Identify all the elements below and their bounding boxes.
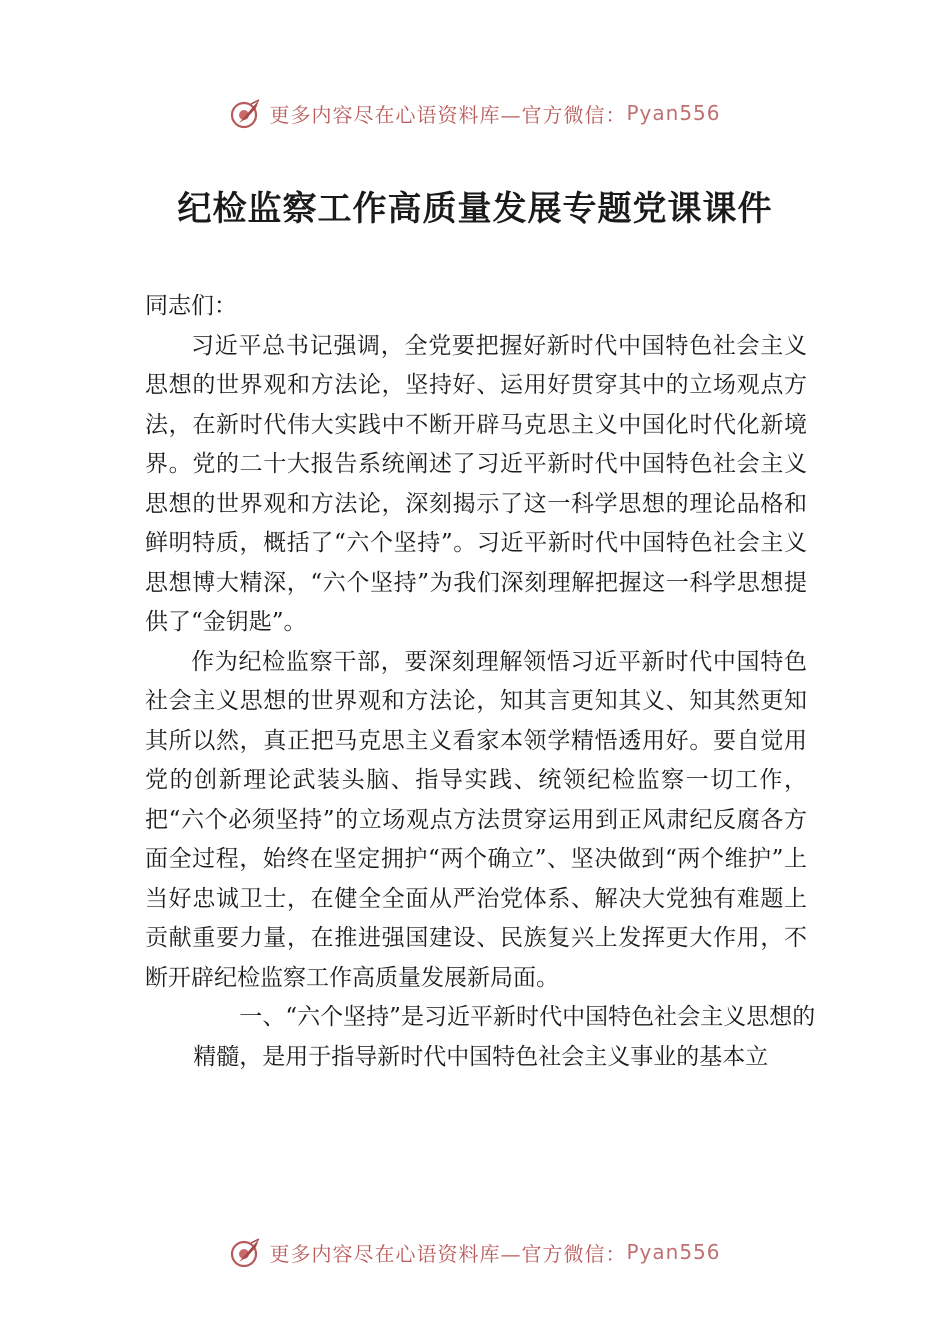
quill-seal-icon — [229, 96, 263, 130]
document-body — [145, 287, 816, 1077]
document-title: 纪检监察工作高质量发展专题党课课件 — [177, 189, 773, 229]
header-watermark — [0, 93, 950, 133]
watermark-wechat-id: Pyan556 — [626, 101, 721, 125]
paragraph-1: 习近平总书记强调，全党要把握好新时代中国特色社会主义思想的世界观和方法论，坚持好、运用好贯穿其中的立场观点方法，在新时代伟大实践中不断开辟马克思主义中国化时代化新境界。党的二十大报告系统阐述了习近平新时代中国特色社会主义思想的世界观和方法论，深刻揭示了这一科学思想的理论品格和鲜明特质，概括了“六个坚持”。习近平新时代中国特色社会主义思想博大精深，“六个坚持”为我们深刻理解把握这一科学思想提供了“金钥匙”。 — [145, 332, 807, 635]
footer-watermark — [0, 1232, 950, 1272]
watermark-text: 更多内容尽在心语资料库—官方微信： — [269, 102, 627, 127]
watermark-wechat-id: Pyan556 — [626, 1240, 721, 1264]
section-heading: 一、“六个坚持”是习近平新时代中国特色社会主义思想的精髓，是用于指导新时代中国特色社会主义事业的基本立 — [193, 1004, 816, 1070]
watermark-text: 更多内容尽在心语资料库—官方微信： — [269, 1241, 627, 1266]
salutation: 同志们： — [145, 293, 237, 319]
quill-seal-icon — [229, 1235, 263, 1269]
paragraph-2: 作为纪检监察干部，要深刻理解领悟习近平新时代中国特色社会主义思想的世界观和方法论，知其言更知其义、知其然更知其所以然，真正把马克思主义看家本领学精悟透用好。要自觉用党的创新理论武装头脑、指导实践、统领纪检监察一切工作，把“六个必须坚持”的立场观点方法贯穿运用到正风肃纪反腐各方面全过程，始终在坚定拥护“两个确立”、坚决做到“两个维护”上当好忠诚卫士，在健全全面从严治党体系、解决大党独有难题上贡献重要力量，在推进强国建设、民族复兴上发挥更大作用，不断开辟纪检监察工作高质量发展新局面。 — [145, 648, 807, 991]
